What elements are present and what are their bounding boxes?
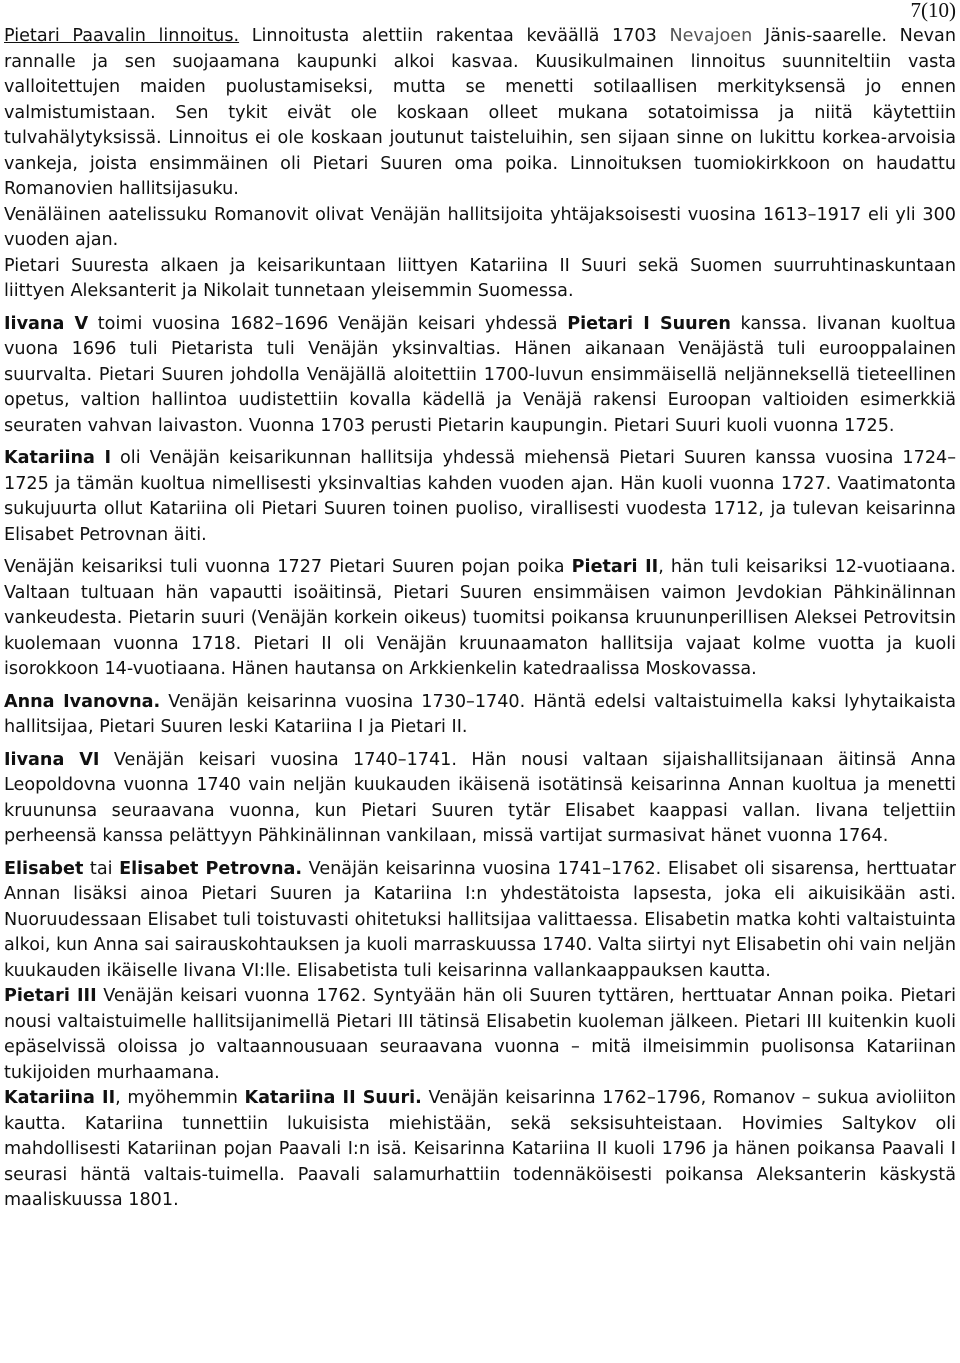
ruler-name: Anna Ivanovna. xyxy=(4,691,161,712)
ruler-name: Elisabet Petrovna. xyxy=(119,858,303,879)
paragraph-romanovs: Venäläinen aatelissuku Romanovit olivat Venäjän hallitsijoita yhtäjaksoisesti vuosina 1613–1917 eli yli 300 vuoden ajan. xyxy=(4,204,956,250)
paragraph-fortress xyxy=(4,24,956,203)
text: Linnoitusta alettiin rakentaa keväällä 1703 xyxy=(239,26,670,46)
paragraph-catherine-ii xyxy=(4,1086,956,1214)
ruler-name: Pietari III xyxy=(4,986,97,1006)
text: Venäjän keisarinna vuosina 1741–1762. Elisabet oli sisarensa, herttuatar Annan lisäksi ainoa Pietari Suuren ja Katariina I:n yhdestätoista lapsesta, joka eli aikuisikään asti. Nuoruudessaan Elisabet tuli toistuvasti ohitetuksi hallitsijaa valittaessa. Elisabetin matka kohti valtaistuinta alkoi, kun Anna sai sairauskohtauksen ja kuoli marraskuussa 1740. Valta siirtyi nyt Elisabetin ohi vain neljän kuukauden ikäiselle Iivana VI:lle. Elisabetista tuli keisarinna vallankaappauksen kautta. xyxy=(4,858,956,981)
text: toimi vuosina 1682–1696 Venäjän keisari yhdessä xyxy=(88,313,568,334)
text: kanssa. Iivanan kuoltua vuona 1696 tuli Pietarista tuli Venäjän yksinvaltias. Hänen aikanaan Venäjästä tuli eurooppalainen suurvalta. Pietari Suuren johdolla Venäjällä aloitettiin 1700-luvun ensimmäisellä neljänneksellä tieteellinen opetus, valtion hallintoa uudistettiin kovalla kädellä ja Venäjä rakensi Euroopan valtioiden esimerkkiä seuraten vahvan laivaston. Vuonna 1703 perusti Pietarin kaupungin. Pietari Suuri kuoli vuonna 1725. xyxy=(4,313,956,436)
document-body xyxy=(4,24,956,1214)
text: Venäjän keisarinna vuosina 1730–1740. Häntä edelsi valtaistuimella kaksi lyhytaikaista hallitsijaa, Pietari Suuren leski Katariina I ja Pietari II. xyxy=(4,691,956,737)
text: Jänis-saarelle. Nevan rannalle ja sen suojaamana kaupunki alkoi kasvaa. Kuusikulmainen linnoitus suunniteltiin vasta valloitettujen maiden puolustamiseksi, mutta se menetti sotilaallisen merkityksensä jo ennen valmistumistaan. Sen tykit eivät ole koskaan olleet mukana sotatoimissa ja niitä käytettiin tulvahälytyksissä. Linnoitus ei ole koskaan joutunut taisteluihin, sen sijaan sinne on lukittu korkea-arvoisia vankeja, joista ensimmäinen oli Pietari Suuren oma poika. Linnoituksen tuomiokirkkoon on haudattu Romanovien hallitsijasuku. xyxy=(4,26,956,199)
paragraph-peter-iii xyxy=(4,984,956,1086)
text: Venäjän keisari vuosina 1740–1741. Hän nousi valtaan sijaishallitsijanaan äitinsä Anna Leopoldovna vuonna 1740 vain neljän kuukauden ikäisenä isotätinsä keisarinna Annan kuoltua ja menetti kruununsa seuraavana vuonna, kun Pietari Suuren tytär Elisabet kaappasi vallan. Iivana teljettiin perheensä kanssa pelättyyn Pähkinälinnan vankilaan, missä vartijat surmasivat hänet vuonna 1764. xyxy=(4,749,956,846)
ruler-name: Iivana V xyxy=(4,313,89,334)
paragraph-peter-onward: Pietari Suuresta alkaen ja keisarikuntaan liittyen Katariina II Suuri sekä Suomen suurruhtinaskuntaan liittyen Aleksanterit ja Nikolait tunnetaan yleisemmin Suomessa. xyxy=(4,255,956,301)
page-number: 7(10) xyxy=(910,0,956,22)
paragraph-anna-ivanovna xyxy=(4,690,956,741)
text: Venäjän keisariksi tuli vuonna 1727 Pietari Suuren pojan poika xyxy=(4,557,572,577)
ruler-name: Katariina II Suuri. xyxy=(244,1088,422,1108)
paragraph-ivan-v xyxy=(4,312,956,440)
text: Venäjän keisarinna 1762–1796, Romanov – sukua avioliiton kautta. Katariina tunnettiin lukuisista miehistään, sekä seksisuhteistaan. Hovimies Saltykov oli mahdollisesti Katariinan pojan Paavali I:n isä. Keisarinna Katariina II kuoli 1796 ja hänen poikansa Paavali I seurasi häntä valtais-tuimella. Paavali salamurhattiin todennäköisesti poikansa Aleksanterin käskystä maaliskuussa 1801. xyxy=(4,1088,956,1210)
paragraph-catherine-i xyxy=(4,446,956,548)
ruler-name: Pietari II xyxy=(571,557,659,577)
fortress-link[interactable]: Pietari Paavalin linnoitus. xyxy=(4,26,240,46)
ruler-name: Elisabet xyxy=(4,858,84,879)
ruler-name: Katariina I xyxy=(4,448,112,468)
text: , myöhemmin xyxy=(115,1088,245,1108)
text: , hän tuli keisariksi 12-vuotiaana. Valtaan tultuaan hän vapautti isoäitinsä, Pietari Suuren ensimmäisen vaimon Jevdokian Pähkinälinnan vankeudesta. Pietarin suuri (Venäjän korkein oikeus) tuomitsi poikansa kruununperillisen Aleksei Petrovitsin kuolemaan vuonna 1718. Pietari II oli Venäjän kruunaamaton hallitsija vajaat kolme vuotta ja kuoli isorokkoon 14-vuotiaana. Hänen hautansa on Arkkienkelin katedraalissa Moskovassa. xyxy=(4,557,956,679)
paragraph-elisabet xyxy=(4,857,956,985)
ruler-name: Katariina II xyxy=(4,1088,116,1108)
ruler-name: Pietari I Suuren xyxy=(567,313,731,334)
place-name: Nevajoen xyxy=(669,26,753,46)
paragraph-peter-ii xyxy=(4,555,956,683)
ruler-name: Iivana VI xyxy=(4,749,100,770)
text: Venäjän keisari vuonna 1762. Syntyään hän oli Suuren tyttären, herttuatar Annan poika. Pietari nousi valtaistuimelle hallitsijanimellä Pietari III tätinsä Elisabetin kuoleman jälkeen. Pietari III kuitenkin kuoli epäselvissä oloissa jo valtaannousuaan seuraavana vuonna – mitä ilmeisimmin puolisonsa Katariinan tukijoiden murhaamana. xyxy=(4,986,956,1083)
text: oli Venäjän keisarikunnan hallitsija yhdessä miehensä Pietari Suuren kanssa vuosina 1724–1725 ja tämän kuoltua nimellisesti yksinvaltias kahden vuoden ajan. Hän kuoli vuonna 1727. Vaatimatonta sukujuurta ollut Katariina oli Pietari Suuren toinen puoliso, virallisesti vuodesta 1712, ja tulevan keisarinna Elisabet Petrovnan äiti. xyxy=(4,448,956,545)
text: tai xyxy=(83,858,120,879)
paragraph-ivan-vi xyxy=(4,748,956,850)
